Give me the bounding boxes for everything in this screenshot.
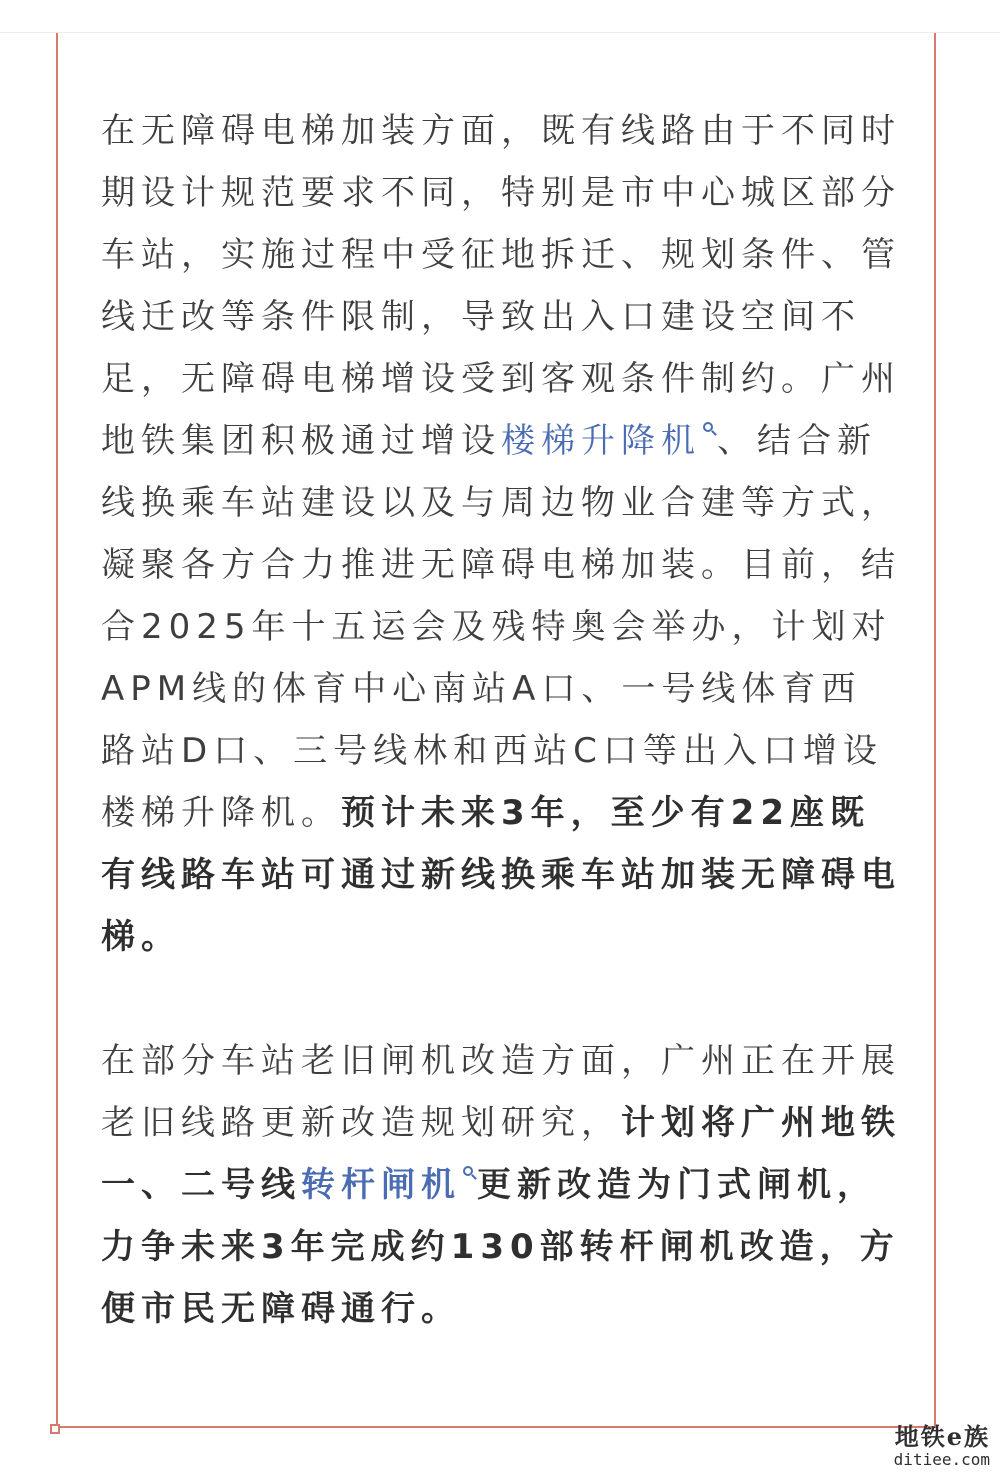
keyword-link-label: 转杆闸机 [301, 1165, 461, 1205]
paragraph-bold-text: 计划将广州地铁一、二号线 [101, 1103, 901, 1205]
keyword-link-stair-lift[interactable] [501, 421, 717, 461]
watermark-url: ditiee.com [893, 1450, 990, 1469]
keyword-link-turnstile[interactable] [301, 1165, 477, 1205]
paragraph-text: 在部分车站老旧闸机改造方面，广州正在开展老旧线路更新改造规划研究， [101, 1041, 901, 1143]
paragraph-text: 在无障碍电梯加装方面，既有线路由于不同时期设计规范要求不同，特别是市中心城区部分车站，实施过程中受征地拆迁、规划条件、管线迁改等条件限制，导致出入口建设空间不足，无障碍电梯增设受到客观条件制约。广州地铁集团积极通过增设 [101, 111, 901, 461]
paragraph-bold-text: 预计未来3年，至少有22座既有线路车站可通过新线换乘车站加装无障碍电梯。 [101, 793, 901, 957]
keyword-link-label: 楼梯升降机 [501, 421, 701, 461]
paragraph-elevator [101, 100, 901, 968]
search-icon [703, 422, 713, 432]
paragraph-gates [101, 1030, 901, 1340]
watermark [894, 1423, 990, 1469]
watermark-logo: 地铁e族 [894, 1422, 990, 1451]
search-icon [463, 1166, 473, 1176]
frame-corner-marker [50, 1424, 60, 1434]
paragraph-text: 、结合新线换乘车站建设以及与周边物业合建等方式，凝聚各方合力推进无障碍电梯加装。目前，结合2025年十五运会及残特奥会举办，计划对APM线的体育中心南站A口、一号线体育西路站D口、三号线林和西站C口等出入口增设楼梯升降机。 [101, 421, 901, 833]
article-body [101, 100, 901, 1340]
paragraph-bold-text: 更新改造为门式闸机，力争未来3年完成约130部转杆闸机改造，方便市民无障碍通行。 [101, 1165, 900, 1329]
